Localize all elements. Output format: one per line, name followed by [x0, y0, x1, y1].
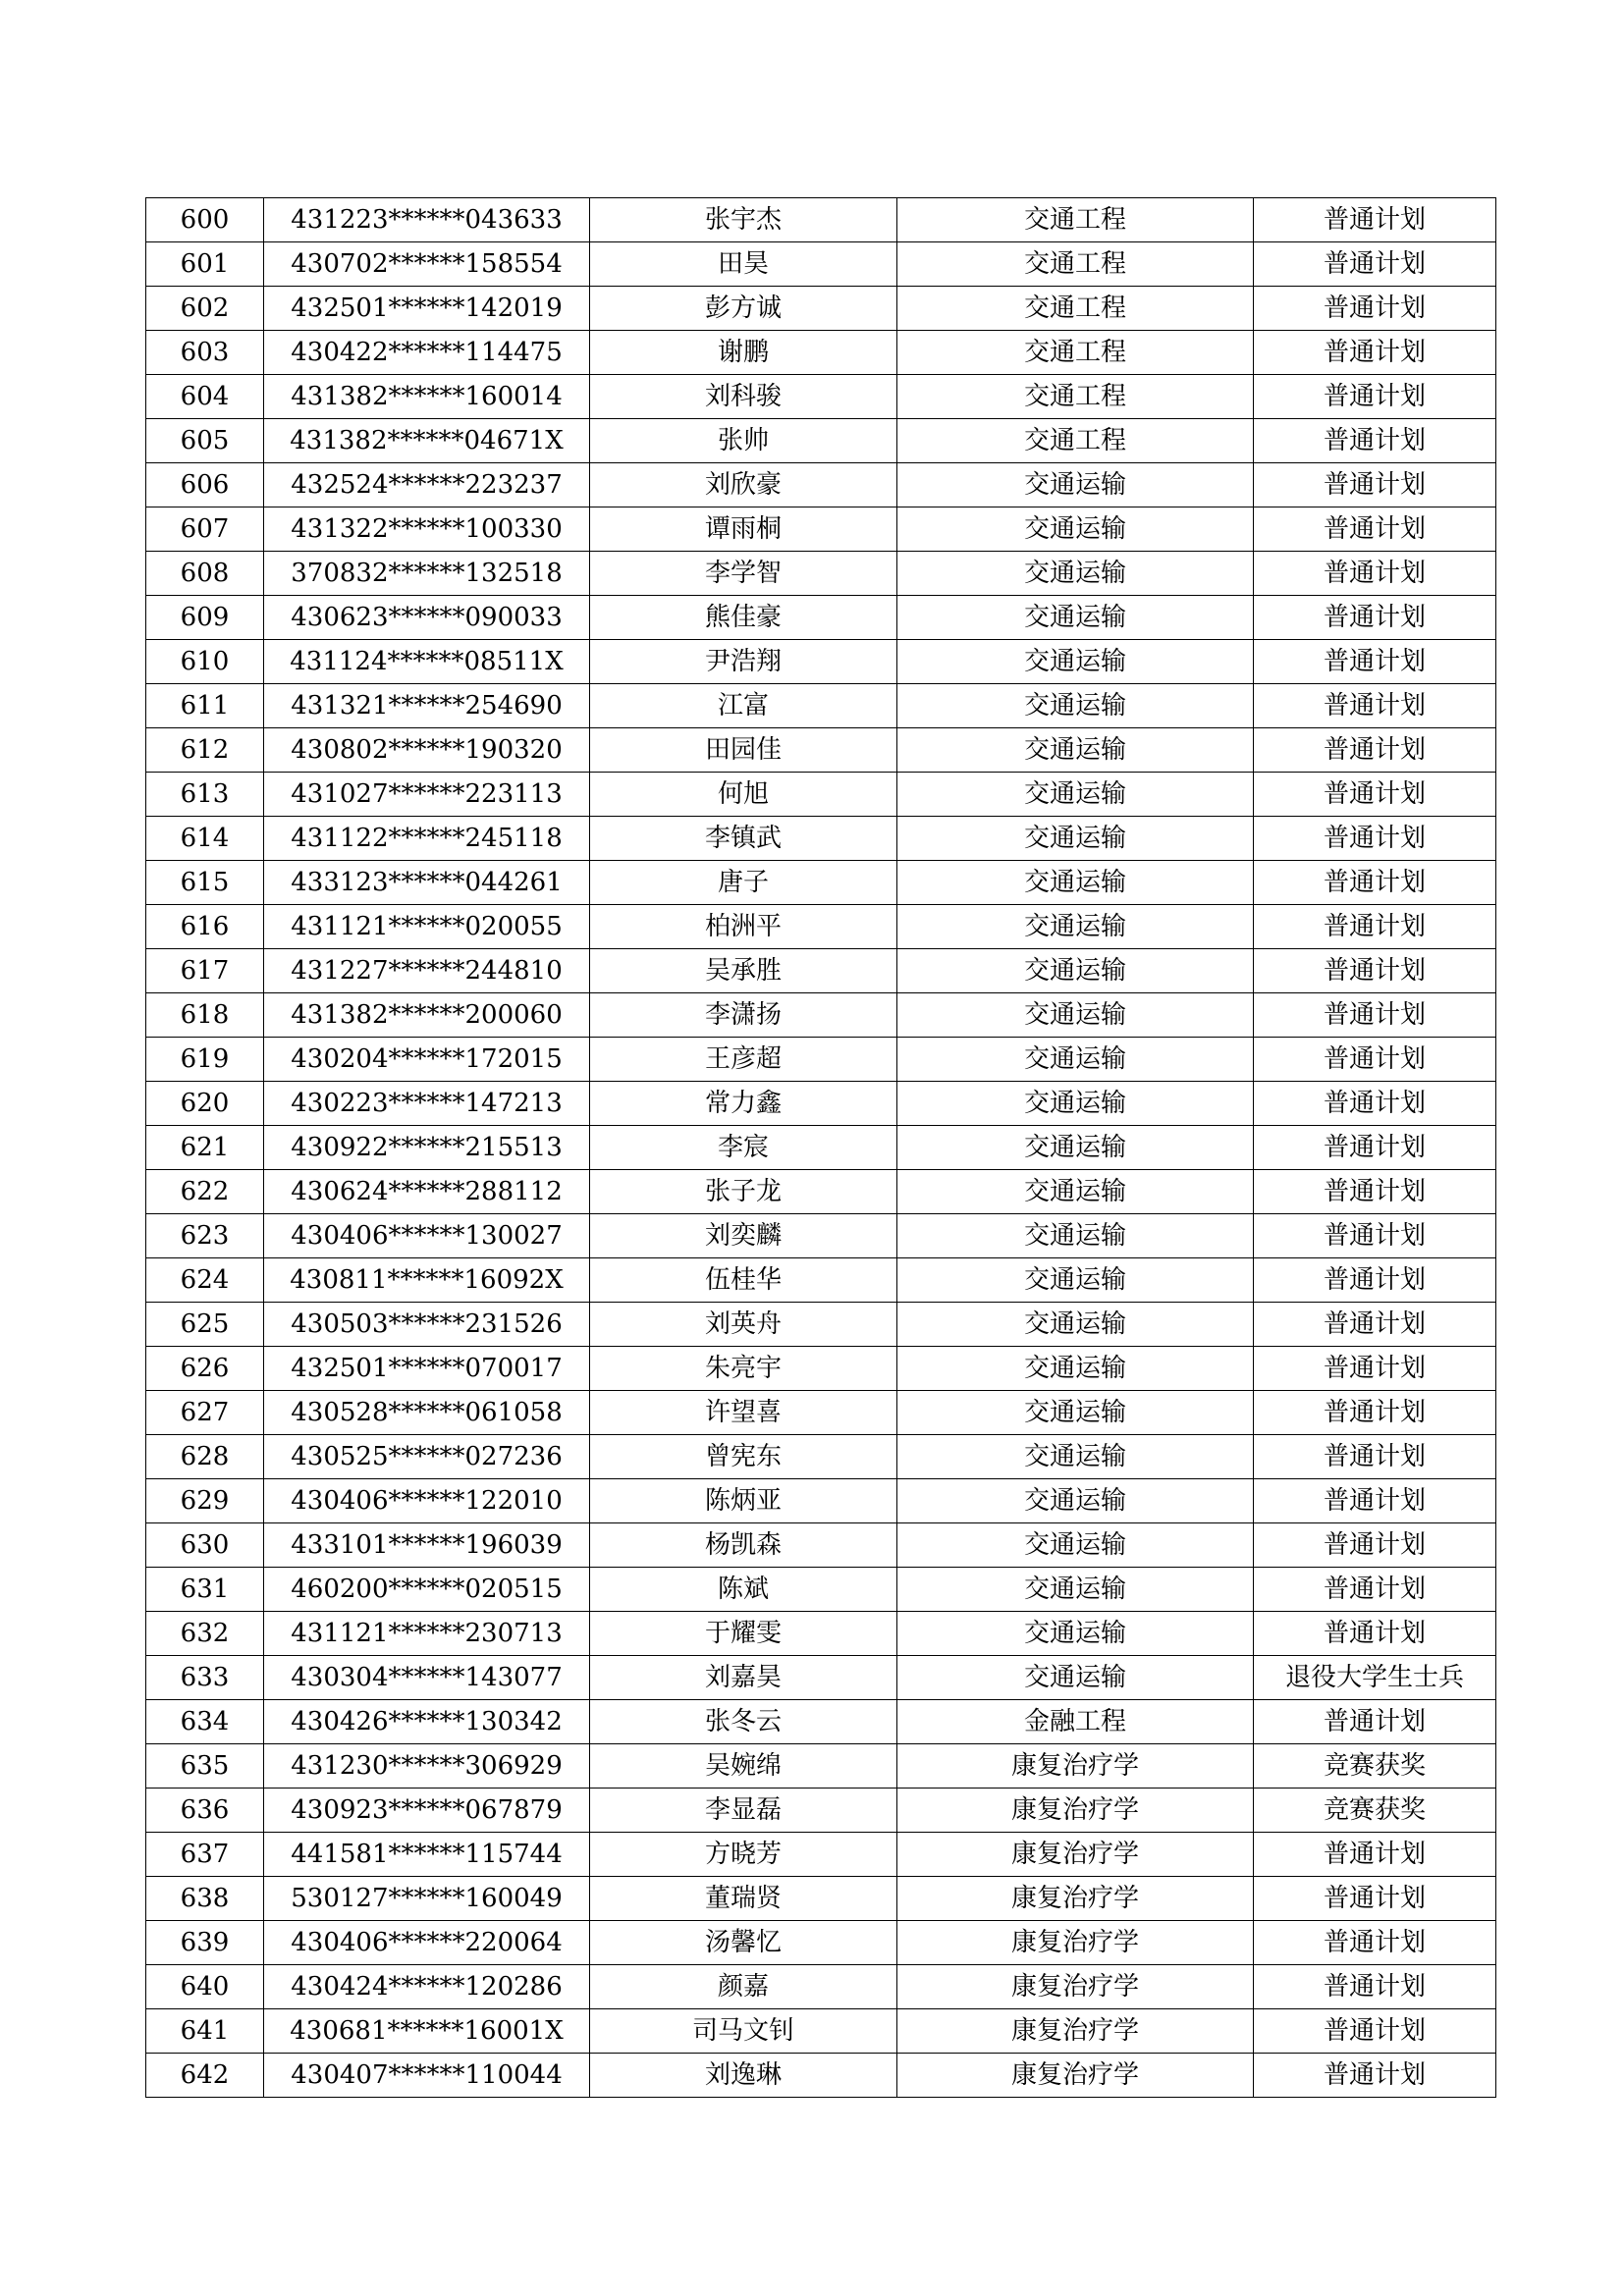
admission-plan-cell: 普通计划: [1254, 375, 1496, 419]
student-name-cell: 刘科骏: [590, 375, 897, 419]
row-number-cell: 614: [146, 817, 264, 861]
student-name-cell: 张子龙: [590, 1170, 897, 1214]
admission-plan-cell: 普通计划: [1254, 1126, 1496, 1170]
table-row: [146, 2054, 1496, 2098]
id-number-cell: 431322******100330: [264, 507, 590, 552]
admission-plan-cell: 普通计划: [1254, 419, 1496, 463]
student-name-cell: 吴承胜: [590, 949, 897, 993]
admission-plan-cell: 普通计划: [1254, 1568, 1496, 1612]
id-number-cell: 441581******115744: [264, 1833, 590, 1877]
id-number-cell: 431223******043633: [264, 198, 590, 242]
admission-plan-cell: 普通计划: [1254, 1347, 1496, 1391]
admission-plan-cell: 普通计划: [1254, 684, 1496, 728]
major-cell: 交通运输: [897, 905, 1254, 949]
major-cell: 交通运输: [897, 817, 1254, 861]
student-name-cell: 田园佳: [590, 728, 897, 773]
major-cell: 交通工程: [897, 331, 1254, 375]
table-row: [146, 817, 1496, 861]
admission-plan-cell: 普通计划: [1254, 1170, 1496, 1214]
row-number-cell: 630: [146, 1523, 264, 1568]
id-number-cell: 430223******147213: [264, 1082, 590, 1126]
table-row: [146, 1435, 1496, 1479]
student-name-cell: 李学智: [590, 552, 897, 596]
row-number-cell: 640: [146, 1965, 264, 2009]
id-number-cell: 432501******142019: [264, 287, 590, 331]
admission-plan-cell: 普通计划: [1254, 596, 1496, 640]
id-number-cell: 430503******231526: [264, 1303, 590, 1347]
admission-plan-cell: 普通计划: [1254, 507, 1496, 552]
major-cell: 康复治疗学: [897, 1965, 1254, 2009]
student-name-cell: 刘奕麟: [590, 1214, 897, 1258]
student-name-cell: 江富: [590, 684, 897, 728]
id-number-cell: 430681******16001X: [264, 2009, 590, 2054]
major-cell: 交通运输: [897, 1568, 1254, 1612]
table-row: [146, 331, 1496, 375]
student-name-cell: 于耀雯: [590, 1612, 897, 1656]
row-number-cell: 606: [146, 463, 264, 507]
id-number-cell: 431027******223113: [264, 773, 590, 817]
table-row: [146, 861, 1496, 905]
student-name-cell: 李潇扬: [590, 993, 897, 1038]
row-number-cell: 600: [146, 198, 264, 242]
admission-plan-cell: 普通计划: [1254, 1523, 1496, 1568]
table-row: [146, 1789, 1496, 1833]
student-name-cell: 方晓芳: [590, 1833, 897, 1877]
id-number-cell: 430406******122010: [264, 1479, 590, 1523]
table-row: [146, 905, 1496, 949]
id-number-cell: 430922******215513: [264, 1126, 590, 1170]
major-cell: 交通运输: [897, 1038, 1254, 1082]
student-name-cell: 陈炳亚: [590, 1479, 897, 1523]
major-cell: 交通运输: [897, 1303, 1254, 1347]
id-number-cell: 430923******067879: [264, 1789, 590, 1833]
student-name-cell: 杨凯森: [590, 1523, 897, 1568]
admission-plan-cell: 竞赛获奖: [1254, 1789, 1496, 1833]
major-cell: 交通运输: [897, 1523, 1254, 1568]
major-cell: 交通工程: [897, 198, 1254, 242]
student-name-cell: 彭方诚: [590, 287, 897, 331]
admission-plan-cell: 普通计划: [1254, 331, 1496, 375]
row-number-cell: 622: [146, 1170, 264, 1214]
admission-plan-cell: 普通计划: [1254, 1700, 1496, 1744]
table-row: [146, 1038, 1496, 1082]
admission-plan-cell: 普通计划: [1254, 1391, 1496, 1435]
table-row: [146, 1612, 1496, 1656]
admission-plan-cell: 普通计划: [1254, 1214, 1496, 1258]
row-number-cell: 609: [146, 596, 264, 640]
major-cell: 交通运输: [897, 1214, 1254, 1258]
row-number-cell: 610: [146, 640, 264, 684]
student-name-cell: 张宇杰: [590, 198, 897, 242]
table-row: [146, 1082, 1496, 1126]
major-cell: 交通运输: [897, 1082, 1254, 1126]
row-number-cell: 602: [146, 287, 264, 331]
id-number-cell: 430422******114475: [264, 331, 590, 375]
row-number-cell: 604: [146, 375, 264, 419]
major-cell: 康复治疗学: [897, 1921, 1254, 1965]
row-number-cell: 627: [146, 1391, 264, 1435]
student-name-cell: 张冬云: [590, 1700, 897, 1744]
admission-plan-cell: 普通计划: [1254, 949, 1496, 993]
id-number-cell: 430426******130342: [264, 1700, 590, 1744]
table-row: [146, 463, 1496, 507]
admission-plan-cell: 普通计划: [1254, 287, 1496, 331]
major-cell: 交通运输: [897, 507, 1254, 552]
id-number-cell: 431121******230713: [264, 1612, 590, 1656]
table-row: [146, 1258, 1496, 1303]
row-number-cell: 607: [146, 507, 264, 552]
major-cell: 康复治疗学: [897, 2009, 1254, 2054]
id-number-cell: 430624******288112: [264, 1170, 590, 1214]
row-number-cell: 642: [146, 2054, 264, 2098]
admission-plan-cell: 竞赛获奖: [1254, 1744, 1496, 1789]
id-number-cell: 530127******160049: [264, 1877, 590, 1921]
row-number-cell: 615: [146, 861, 264, 905]
admission-plan-cell: 普通计划: [1254, 1965, 1496, 2009]
admission-plan-cell: 普通计划: [1254, 463, 1496, 507]
admission-plan-cell: 普通计划: [1254, 1877, 1496, 1921]
id-number-cell: 431230******306929: [264, 1744, 590, 1789]
roster-table-body: [146, 198, 1496, 2098]
table-row: [146, 684, 1496, 728]
id-number-cell: 430406******130027: [264, 1214, 590, 1258]
table-row: [146, 1391, 1496, 1435]
table-row: [146, 1965, 1496, 2009]
id-number-cell: 460200******020515: [264, 1568, 590, 1612]
major-cell: 交通工程: [897, 287, 1254, 331]
table-row: [146, 1877, 1496, 1921]
table-row: [146, 1568, 1496, 1612]
major-cell: 交通运输: [897, 1347, 1254, 1391]
table-row: [146, 596, 1496, 640]
student-name-cell: 张帅: [590, 419, 897, 463]
admission-plan-cell: 普通计划: [1254, 905, 1496, 949]
row-number-cell: 613: [146, 773, 264, 817]
id-number-cell: 433123******044261: [264, 861, 590, 905]
student-name-cell: 何旭: [590, 773, 897, 817]
major-cell: 交通运输: [897, 1656, 1254, 1700]
student-name-cell: 田昊: [590, 242, 897, 287]
table-row: [146, 640, 1496, 684]
row-number-cell: 611: [146, 684, 264, 728]
table-row: [146, 552, 1496, 596]
row-number-cell: 621: [146, 1126, 264, 1170]
row-number-cell: 625: [146, 1303, 264, 1347]
admission-plan-cell: 普通计划: [1254, 552, 1496, 596]
row-number-cell: 635: [146, 1744, 264, 1789]
table-row: [146, 198, 1496, 242]
major-cell: 交通运输: [897, 596, 1254, 640]
student-name-cell: 熊佳豪: [590, 596, 897, 640]
student-name-cell: 常力鑫: [590, 1082, 897, 1126]
row-number-cell: 638: [146, 1877, 264, 1921]
roster-table: [145, 197, 1496, 2098]
student-name-cell: 谢鹏: [590, 331, 897, 375]
student-name-cell: 李宸: [590, 1126, 897, 1170]
student-name-cell: 吴婉绵: [590, 1744, 897, 1789]
major-cell: 交通工程: [897, 419, 1254, 463]
row-number-cell: 632: [146, 1612, 264, 1656]
admission-plan-cell: 普通计划: [1254, 773, 1496, 817]
row-number-cell: 618: [146, 993, 264, 1038]
table-row: [146, 949, 1496, 993]
major-cell: 康复治疗学: [897, 2054, 1254, 2098]
admission-plan-cell: 普通计划: [1254, 2054, 1496, 2098]
table-row: [146, 1921, 1496, 1965]
student-name-cell: 司马文钊: [590, 2009, 897, 2054]
table-row: [146, 1126, 1496, 1170]
major-cell: 交通运输: [897, 1258, 1254, 1303]
admission-plan-cell: 普通计划: [1254, 242, 1496, 287]
major-cell: 交通运输: [897, 1126, 1254, 1170]
table-row: [146, 287, 1496, 331]
table-row: [146, 993, 1496, 1038]
row-number-cell: 629: [146, 1479, 264, 1523]
major-cell: 康复治疗学: [897, 1789, 1254, 1833]
major-cell: 康复治疗学: [897, 1877, 1254, 1921]
admission-plan-cell: 普通计划: [1254, 2009, 1496, 2054]
id-number-cell: 432501******070017: [264, 1347, 590, 1391]
table-row: [146, 1214, 1496, 1258]
row-number-cell: 628: [146, 1435, 264, 1479]
id-number-cell: 431382******160014: [264, 375, 590, 419]
student-name-cell: 尹浩翔: [590, 640, 897, 684]
id-number-cell: 433101******196039: [264, 1523, 590, 1568]
student-name-cell: 谭雨桐: [590, 507, 897, 552]
id-number-cell: 430623******090033: [264, 596, 590, 640]
student-name-cell: 李显磊: [590, 1789, 897, 1833]
table-row: [146, 419, 1496, 463]
major-cell: 交通运输: [897, 640, 1254, 684]
student-name-cell: 朱亮宇: [590, 1347, 897, 1391]
id-number-cell: 430424******120286: [264, 1965, 590, 2009]
id-number-cell: 430407******110044: [264, 2054, 590, 2098]
row-number-cell: 624: [146, 1258, 264, 1303]
student-name-cell: 王彦超: [590, 1038, 897, 1082]
student-name-cell: 董瑞贤: [590, 1877, 897, 1921]
id-number-cell: 431124******08511X: [264, 640, 590, 684]
admission-plan-cell: 普通计划: [1254, 728, 1496, 773]
student-name-cell: 许望喜: [590, 1391, 897, 1435]
major-cell: 金融工程: [897, 1700, 1254, 1744]
id-number-cell: 431382******04671X: [264, 419, 590, 463]
row-number-cell: 639: [146, 1921, 264, 1965]
major-cell: 交通运输: [897, 728, 1254, 773]
admission-plan-cell: 退役大学生士兵: [1254, 1656, 1496, 1700]
row-number-cell: 603: [146, 331, 264, 375]
student-name-cell: 刘英舟: [590, 1303, 897, 1347]
admission-plan-cell: 普通计划: [1254, 198, 1496, 242]
admission-plan-cell: 普通计划: [1254, 1303, 1496, 1347]
row-number-cell: 619: [146, 1038, 264, 1082]
student-name-cell: 刘逸琳: [590, 2054, 897, 2098]
admission-plan-cell: 普通计划: [1254, 640, 1496, 684]
id-number-cell: 430406******220064: [264, 1921, 590, 1965]
table-row: [146, 773, 1496, 817]
table-row: [146, 507, 1496, 552]
row-number-cell: 641: [146, 2009, 264, 2054]
student-name-cell: 柏洲平: [590, 905, 897, 949]
row-number-cell: 612: [146, 728, 264, 773]
id-number-cell: 432524******223237: [264, 463, 590, 507]
admission-plan-cell: 普通计划: [1254, 861, 1496, 905]
admission-plan-cell: 普通计划: [1254, 1921, 1496, 1965]
major-cell: 交通运输: [897, 1479, 1254, 1523]
admission-plan-cell: 普通计划: [1254, 817, 1496, 861]
table-row: [146, 1303, 1496, 1347]
major-cell: 交通运输: [897, 993, 1254, 1038]
major-cell: 交通运输: [897, 949, 1254, 993]
table-row: [146, 728, 1496, 773]
student-name-cell: 陈斌: [590, 1568, 897, 1612]
major-cell: 康复治疗学: [897, 1833, 1254, 1877]
major-cell: 交通运输: [897, 552, 1254, 596]
row-number-cell: 617: [146, 949, 264, 993]
row-number-cell: 636: [146, 1789, 264, 1833]
row-number-cell: 620: [146, 1082, 264, 1126]
table-row: [146, 1656, 1496, 1700]
major-cell: 交通运输: [897, 1435, 1254, 1479]
id-number-cell: 430528******061058: [264, 1391, 590, 1435]
id-number-cell: 430304******143077: [264, 1656, 590, 1700]
admission-plan-cell: 普通计划: [1254, 993, 1496, 1038]
row-number-cell: 605: [146, 419, 264, 463]
major-cell: 交通运输: [897, 773, 1254, 817]
student-name-cell: 伍桂华: [590, 1258, 897, 1303]
table-row: [146, 1479, 1496, 1523]
id-number-cell: 430811******16092X: [264, 1258, 590, 1303]
id-number-cell: 431321******254690: [264, 684, 590, 728]
student-name-cell: 曾宪东: [590, 1435, 897, 1479]
student-name-cell: 李镇武: [590, 817, 897, 861]
major-cell: 交通运输: [897, 1391, 1254, 1435]
row-number-cell: 623: [146, 1214, 264, 1258]
id-number-cell: 430802******190320: [264, 728, 590, 773]
admission-plan-cell: 普通计划: [1254, 1612, 1496, 1656]
id-number-cell: 431382******200060: [264, 993, 590, 1038]
admission-plan-cell: 普通计划: [1254, 1082, 1496, 1126]
table-row: [146, 375, 1496, 419]
row-number-cell: 634: [146, 1700, 264, 1744]
admission-plan-cell: 普通计划: [1254, 1038, 1496, 1082]
id-number-cell: 430525******027236: [264, 1435, 590, 1479]
student-name-cell: 刘嘉昊: [590, 1656, 897, 1700]
major-cell: 康复治疗学: [897, 1744, 1254, 1789]
id-number-cell: 430204******172015: [264, 1038, 590, 1082]
id-number-cell: 431122******245118: [264, 817, 590, 861]
row-number-cell: 626: [146, 1347, 264, 1391]
table-row: [146, 1170, 1496, 1214]
table-row: [146, 1347, 1496, 1391]
major-cell: 交通工程: [897, 242, 1254, 287]
row-number-cell: 633: [146, 1656, 264, 1700]
major-cell: 交通工程: [897, 375, 1254, 419]
row-number-cell: 616: [146, 905, 264, 949]
student-name-cell: 颜嘉: [590, 1965, 897, 2009]
table-row: [146, 1833, 1496, 1877]
row-number-cell: 601: [146, 242, 264, 287]
student-name-cell: 唐子: [590, 861, 897, 905]
major-cell: 交通运输: [897, 1170, 1254, 1214]
row-number-cell: 608: [146, 552, 264, 596]
major-cell: 交通运输: [897, 463, 1254, 507]
admission-plan-cell: 普通计划: [1254, 1833, 1496, 1877]
student-name-cell: 汤馨忆: [590, 1921, 897, 1965]
admission-plan-cell: 普通计划: [1254, 1435, 1496, 1479]
row-number-cell: 631: [146, 1568, 264, 1612]
table-row: [146, 1523, 1496, 1568]
table-row: [146, 2009, 1496, 2054]
admission-plan-cell: 普通计划: [1254, 1479, 1496, 1523]
id-number-cell: 431227******244810: [264, 949, 590, 993]
admission-plan-cell: 普通计划: [1254, 1258, 1496, 1303]
major-cell: 交通运输: [897, 684, 1254, 728]
id-number-cell: 430702******158554: [264, 242, 590, 287]
major-cell: 交通运输: [897, 1612, 1254, 1656]
row-number-cell: 637: [146, 1833, 264, 1877]
student-name-cell: 刘欣豪: [590, 463, 897, 507]
id-number-cell: 370832******132518: [264, 552, 590, 596]
table-row: [146, 1700, 1496, 1744]
major-cell: 交通运输: [897, 861, 1254, 905]
id-number-cell: 431121******020055: [264, 905, 590, 949]
table-row: [146, 242, 1496, 287]
table-row: [146, 1744, 1496, 1789]
